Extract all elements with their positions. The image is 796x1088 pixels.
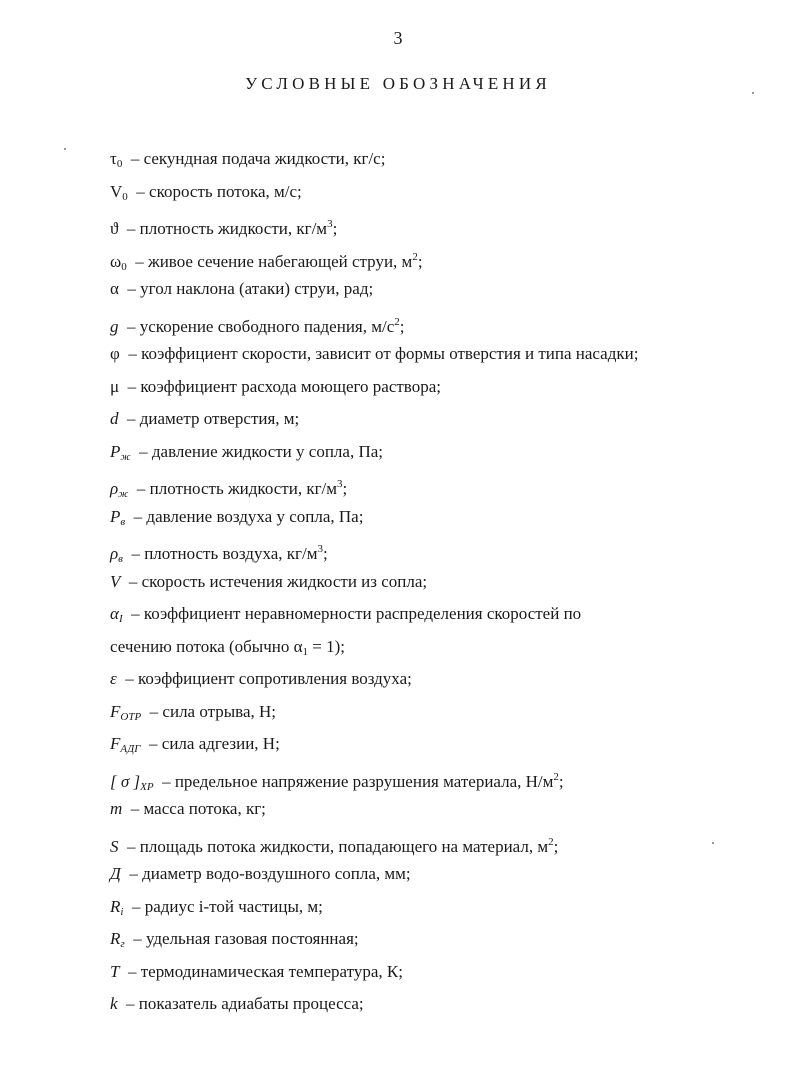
notation-symbol: μ xyxy=(110,376,120,396)
notation-entry xyxy=(110,733,770,766)
notation-description: – диаметр водо-воздушного сопла, мм; xyxy=(129,864,411,883)
unit-superscript: 2 xyxy=(394,315,400,328)
description-tail: = 1); xyxy=(308,636,346,656)
symbol-subscript: ж xyxy=(120,450,131,463)
notation-description: – скорость истечения жидкости из сопла; xyxy=(128,571,428,591)
notation-entry xyxy=(110,506,770,539)
scan-speck xyxy=(712,842,714,844)
notation-description: – диаметр отверстия, м; xyxy=(127,409,300,428)
symbol-subscript: i xyxy=(120,905,124,918)
notation-description: – показатель адиабаты процесса; xyxy=(126,994,364,1013)
symbol-subscript: г xyxy=(120,938,125,950)
notation-description: – предельное напряжение разрушения материала, Н/м xyxy=(162,771,554,791)
notation-description: – площадь потока жидкости, попадающего на материал, м xyxy=(127,836,549,856)
symbol-subscript: ОТР xyxy=(120,710,142,723)
symbol-subscript: I xyxy=(118,613,123,625)
notation-symbol: φ xyxy=(110,344,120,363)
notation-description: сечению потока (обычно α xyxy=(110,636,303,656)
notation-entry xyxy=(110,538,770,571)
notation-symbol: ϑ xyxy=(110,219,119,238)
notation-entry xyxy=(110,961,770,994)
description-tail: ; xyxy=(323,544,328,563)
notation-description: – сила адгезии, Н; xyxy=(149,734,280,753)
notation-description: – угол наклона (атаки) струи, рад; xyxy=(127,279,374,298)
notation-entry xyxy=(110,343,770,376)
notation-entry xyxy=(110,863,770,896)
notation-entry xyxy=(110,603,770,636)
notation-entry xyxy=(110,408,770,441)
scan-speck xyxy=(752,92,754,94)
description-tail: ; xyxy=(399,316,405,336)
symbol-subscript: ХР xyxy=(140,780,154,793)
inline-subscript: 1 xyxy=(302,645,309,658)
symbol-subscript: 0 xyxy=(116,158,123,170)
notation-description: – масса потока, кг; xyxy=(130,799,266,818)
notation-description: – скорость потока, м/с; xyxy=(136,181,302,201)
symbol-subscript: в xyxy=(120,515,126,528)
notation-entry xyxy=(110,473,770,506)
notation-description: – удельная газовая постоянная; xyxy=(133,929,359,948)
notation-symbol: P xyxy=(110,441,121,461)
notation-entry xyxy=(110,148,770,181)
page-number: 3 xyxy=(393,28,403,48)
notation-description: – сила отрыва, Н; xyxy=(149,701,277,721)
notation-symbol: ρ xyxy=(110,544,119,563)
unit-superscript: 2 xyxy=(553,770,559,783)
notation-symbol: k xyxy=(110,994,118,1013)
notation-entry xyxy=(110,636,770,669)
notation-description: – коэффициент неравномерности распределения скоростей по xyxy=(131,604,582,623)
notation-description: – термодинамическая температура, К; xyxy=(127,961,403,981)
scan-speck xyxy=(64,148,66,150)
notation-symbol: m xyxy=(110,799,123,818)
notation-entry xyxy=(110,766,770,799)
notation-symbol: α xyxy=(110,604,119,623)
unit-superscript: 2 xyxy=(412,250,418,263)
notation-entry xyxy=(110,278,770,311)
page-title: УСЛОВНЫЕ ОБОЗНАЧЕНИЯ xyxy=(245,74,551,93)
symbol-subscript: ж xyxy=(118,488,129,500)
unit-superscript: 3 xyxy=(317,543,323,555)
notation-description: – плотность жидкости, кг/м xyxy=(126,219,328,238)
notation-description: – давление воздуха у сопла, Па; xyxy=(133,506,364,526)
notation-entry xyxy=(110,181,770,214)
notation-symbol: F xyxy=(110,701,121,721)
notation-entry xyxy=(110,993,770,1026)
notation-entry xyxy=(110,441,770,474)
notation-list xyxy=(110,148,770,1026)
notation-symbol: α xyxy=(110,279,119,298)
notation-symbol: S xyxy=(110,836,119,856)
notation-description: – радиус i-той частицы, м; xyxy=(131,896,323,916)
notation-symbol: [ σ ] xyxy=(110,771,141,791)
notation-description: – ускорение свободного падения, м/с xyxy=(127,316,395,336)
notation-symbol: F xyxy=(110,734,121,753)
notation-entry xyxy=(110,571,770,604)
notation-symbol: P xyxy=(110,506,121,526)
description-tail: ; xyxy=(417,251,423,271)
description-tail: ; xyxy=(342,479,348,498)
notation-description: – плотность воздуха, кг/м xyxy=(131,544,318,563)
notation-symbol: d xyxy=(110,409,119,428)
notation-symbol: τ xyxy=(110,149,117,168)
notation-description: – плотность жидкости, кг/м xyxy=(136,479,338,498)
symbol-subscript: АДГ xyxy=(120,743,141,755)
notation-entry xyxy=(110,896,770,929)
notation-symbol: V xyxy=(110,571,121,591)
unit-superscript: 2 xyxy=(548,835,554,848)
notation-symbol: Д xyxy=(110,864,121,883)
notation-symbol: g xyxy=(110,316,119,336)
notation-description: – коэффициент скорости, зависит от формы отверстия и типа насадки; xyxy=(128,344,639,363)
notation-entry xyxy=(110,668,770,701)
symbol-subscript: 0 xyxy=(122,190,128,203)
description-tail: ; xyxy=(332,219,338,238)
notation-entry xyxy=(110,376,770,409)
notation-entry xyxy=(110,213,770,246)
notation-symbol: ε xyxy=(110,669,117,688)
notation-entry xyxy=(110,701,770,734)
notation-symbol: V xyxy=(110,181,123,201)
description-tail: ; xyxy=(553,836,559,856)
notation-symbol: ω xyxy=(110,251,122,271)
notation-entry xyxy=(110,246,770,279)
notation-symbol: R xyxy=(110,929,121,948)
notation-symbol: ρ xyxy=(110,479,119,498)
notation-entry xyxy=(110,831,770,864)
notation-entry xyxy=(110,928,770,961)
unit-superscript: 3 xyxy=(337,478,343,490)
notation-description: – секундная подача жидкости, кг/с; xyxy=(130,149,386,168)
unit-superscript: 3 xyxy=(327,218,333,230)
notation-description: – коэффициент сопротивления воздуха; xyxy=(125,669,412,688)
notation-symbol: R xyxy=(110,896,121,916)
notation-entry xyxy=(110,798,770,831)
notation-description: – коэффициент расхода моющего раствора; xyxy=(127,376,441,396)
symbol-subscript: в xyxy=(118,553,123,565)
notation-symbol: T xyxy=(110,961,120,981)
symbol-subscript: 0 xyxy=(121,260,127,273)
description-tail: ; xyxy=(558,771,564,791)
notation-entry xyxy=(110,311,770,344)
notation-description: – живое сечение набегающей струи, м xyxy=(135,251,413,271)
notation-description: – давление жидкости у сопла, Па; xyxy=(139,441,383,461)
